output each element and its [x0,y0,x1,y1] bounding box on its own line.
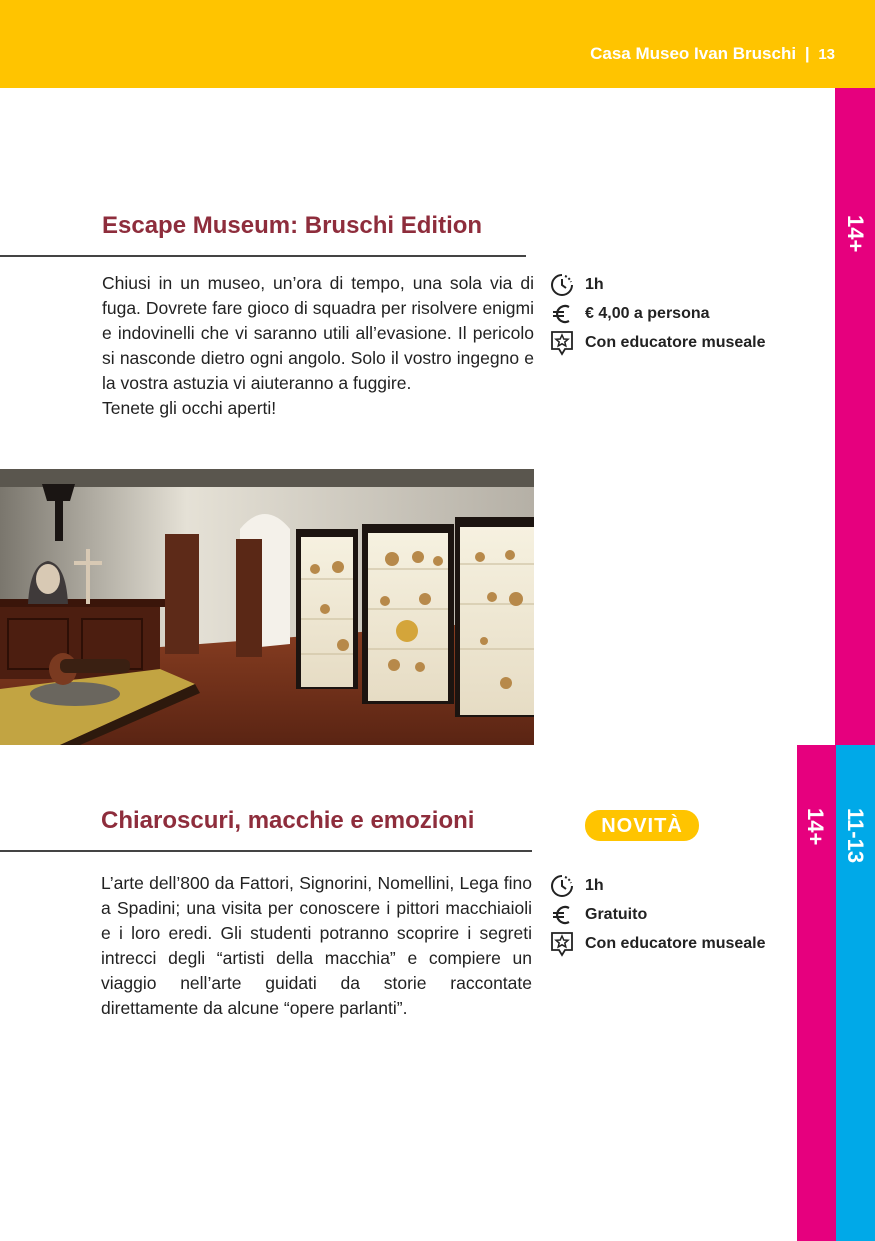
price-text: € 4,00 a persona [585,304,710,322]
euro-icon [549,301,575,327]
price-text: Gratuito [585,905,648,923]
guide-text: Con educatore museale [585,934,766,952]
page-number: 13 [818,46,835,63]
museum-name: Casa Museo Ivan Bruschi [590,44,797,63]
activity1-description [102,271,534,421]
header-separator: | [804,44,810,63]
activity1-info [549,270,766,357]
page-header [0,0,875,88]
price-row [549,900,766,929]
activity2-description [101,871,532,1021]
guide-row [549,929,766,958]
age-label-pink-lower: 14+ [803,808,828,846]
activity1-divider [0,255,526,257]
activity2-paragraph: L’arte dell’800 da Fattori, Signorini, Nomellini, Lega fino a Spadini; una visita per conoscere i pittori macchiaioli e i loro eredi. Gli studenti potranno scoprire i segreti intrecci degli “artisti della macchia” e compiere un viaggio nell’arte guidati da storie raccontate direttamente da alcune “opere parlanti”. [101,873,532,1018]
museum-room-photo [0,469,534,745]
guide-row [549,328,766,357]
activity1-paragraph: Chiusi in un museo, un’ora di tempo, una sola via di fuga. Dovrete fare gioco di squadra per risolvere enigmi e indovinelli che vi saranno utili all’evasione. Il pericolo si nasconde dietro ogni angolo. Solo il vostro ingegno e la vostra astuzia vi aiuteranno a fuggire. [102,273,534,393]
activity2-divider [0,850,532,852]
activity1-paragraph: Tenete gli occhi aperti! [102,398,277,418]
guide-star-icon [549,931,575,957]
guide-star-icon [549,330,575,356]
age-band-top [835,88,875,745]
clock-icon [549,272,575,298]
guide-text: Con educatore museale [585,333,766,351]
age-label-top: 14+ [843,215,868,253]
duration-row [549,270,766,299]
header-title [590,44,835,64]
activity2-title: Chiaroscuri, macchie e emozioni [101,807,475,834]
duration-row [549,871,766,900]
novita-badge: NOVITÀ [585,810,699,841]
euro-icon [549,902,575,928]
clock-icon [549,873,575,899]
activity1-title: Escape Museum: Bruschi Edition [102,212,483,239]
price-row [549,299,766,328]
duration-text: 1h [585,876,604,894]
age-label-cyan-lower: 11-13 [843,808,868,864]
activity2-info [549,871,766,958]
duration-text: 1h [585,275,604,293]
